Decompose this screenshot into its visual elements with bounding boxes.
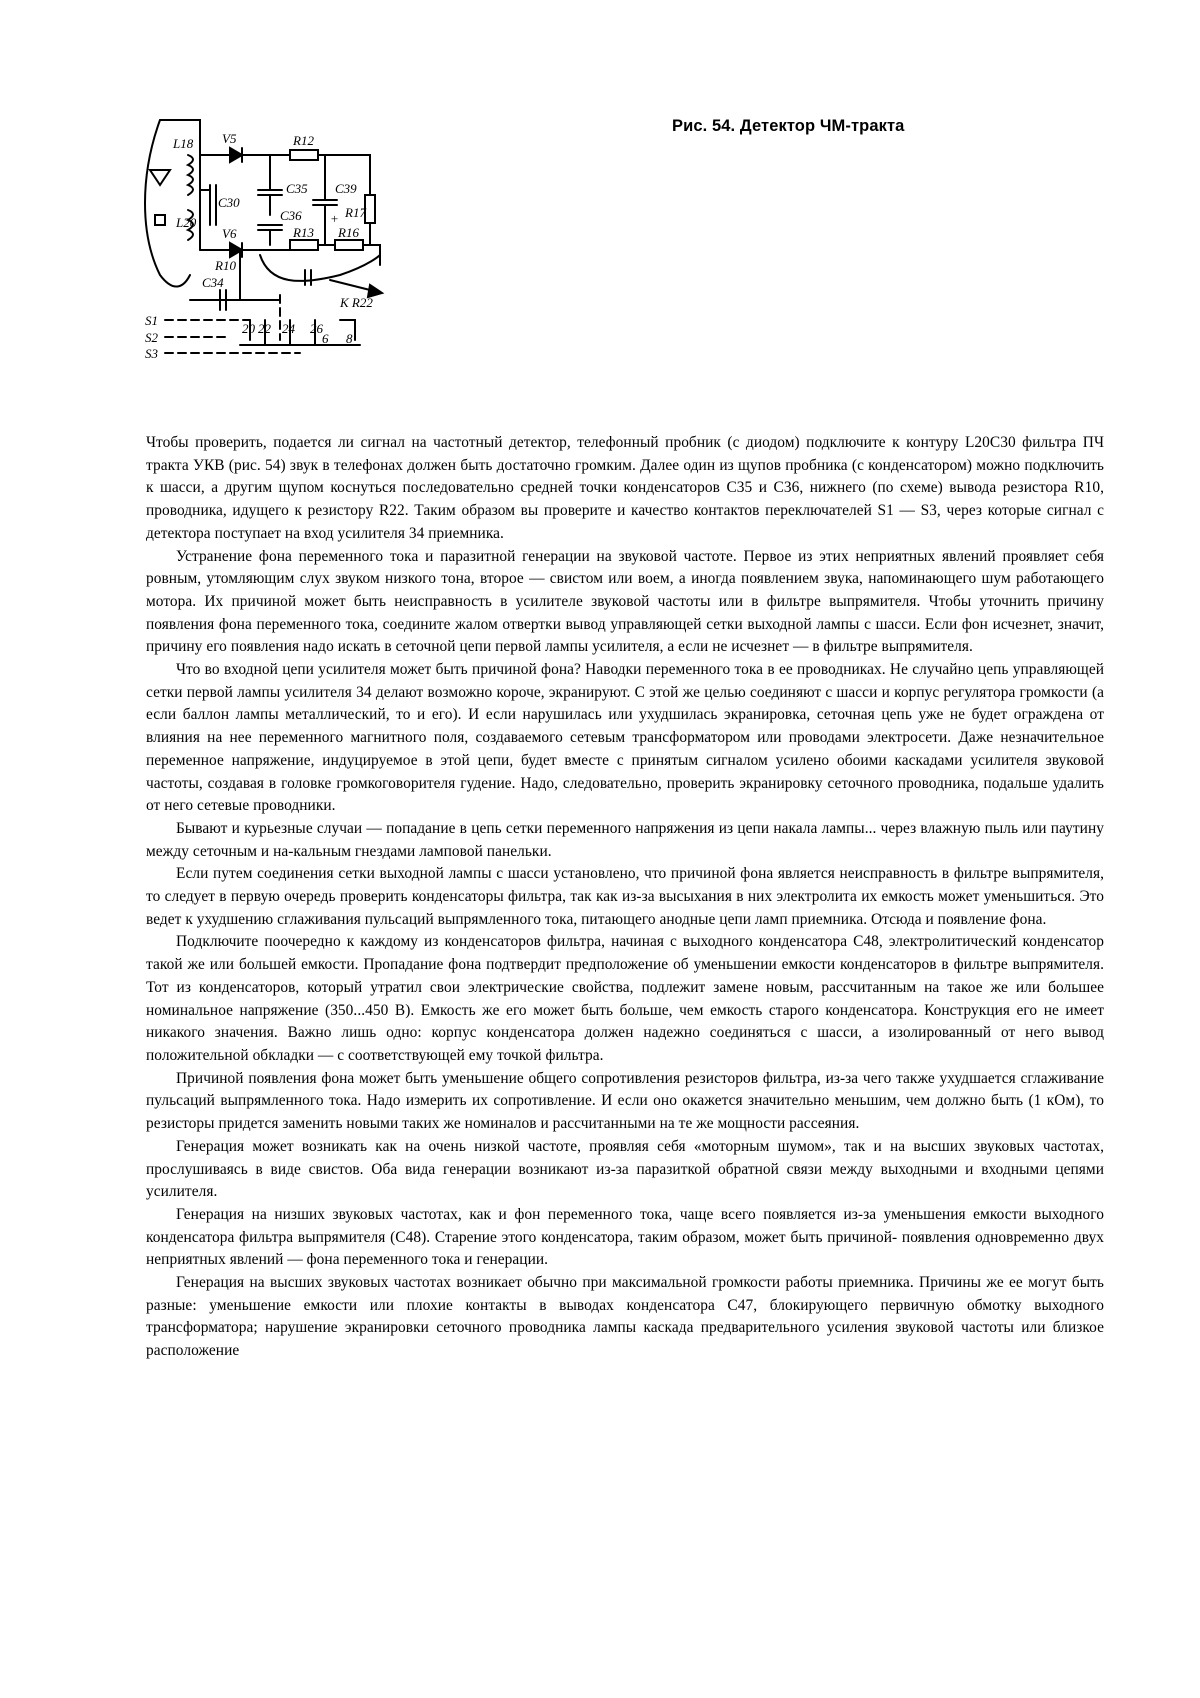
- fm-detector-schematic: [140, 115, 440, 415]
- label-r16: R16: [338, 225, 359, 240]
- label-c35: C35: [286, 181, 308, 196]
- label-6: 6: [322, 331, 329, 346]
- paragraph: Генерация может возникать как на очень низкой частоте, проявляя себя «моторным шумом», так и на высших звуковых частотах, прослушиваясь в виде свистов. Оба вида генерации возникают из-за паразиткой обратной связи между выходными и входными цепями усилителя.: [146, 1137, 1104, 1201]
- label-l18: L18: [173, 136, 194, 151]
- label-c34: C34: [202, 275, 224, 290]
- label-s2: S2: [145, 330, 158, 345]
- paragraph: Генерация на низших звуковых частотах, как и фон переменного тока, чаще всего появляется из-за уменьшения емкости выходного конденсатора фильтра выпрямителя (C48). Старение этого конденсатора, таким образом, может быть причиной- появления одновременно двух неприятных явлений — фона переменного тока и генерации.: [146, 1205, 1104, 1269]
- figure: [140, 115, 840, 415]
- label-r17: R17: [345, 205, 366, 220]
- paragraph: Если путем соединения сетки выходной лампы с шасси установлено, что причиной фона является неисправность в фильтре выпрямителя, то следует в первую очередь проверить конденсаторы фильтра, так как из-за высыхания в них электролита их емкость может уменьшиться. Это ведет к ухудшению сглаживания пульсаций выпрямленного тока, питающего анодные цепи ламп приемника. Отсюда и появление фона.: [146, 865, 1104, 928]
- label-c36: C36: [280, 208, 302, 223]
- label-kr22: K R22: [340, 295, 373, 310]
- label-24: 24: [282, 321, 295, 336]
- label-22: 22: [258, 321, 271, 336]
- label-v5: V5: [222, 131, 237, 146]
- label-v6: V6: [222, 226, 237, 241]
- paragraph: Устранение фона переменного тока и паразитной генерации на звуковой частоте. Первое из этих неприятных явлений проявляет себя ровным, утомляющим слух звуком низкого тона, второе — свистом или воем, а иногда появлением звука, напоминающего шум работающего мотора. Их причиной может быть неисправность в усилителе звуковой частоты или в фильтре выпрямителя. Чтобы уточнить причину появления фона переменного тока, соедините жалом отвертки вывод управляющей сетки выходной лампы с шасси. Если фон исчезнет, значит, причину его появления надо искать в сеточной цепи первой лампы усилителя, а если не исчезнет — в фильтре выпрямителя.: [146, 547, 1104, 656]
- figure-caption: Рис. 54. Детектор ЧМ-тракта: [672, 117, 905, 135]
- label-r12: R12: [293, 133, 314, 148]
- paragraph: Подключите поочередно к каждому из конденсаторов фильтра, начиная с выходного конденсатора C48, электролитический конденсатор такой же или большей емкости. Пропадание фона подтвердит предположение об уменьшении емкости конденсаторов в фильтре выпрямителя. Тот из конденсаторов, который утратил свои электрические свойства, подлежит замене новым, рассчитанным на такое же или большее номинальное напряжение (350...450 В). Емкость же его может быть больше, чем емкость старого конденсатора. Конструкция его не имеет никакого значения. Важно лишь одно: корпус конденсатора должен надежно соединяться с шасси, а изолированный от него вывод положительной обкладки — с соответствующей ему точкой фильтра.: [146, 933, 1104, 1064]
- paragraph: Причиной появления фона может быть уменьшение общего сопротивления резисторов фильтра, из-за чего также ухудшается сглаживание пульсаций выпрямленного тока. Надо измерить их сопротивление. И если оно окажется значительно меньшим, чем должно быть (1 кОм), то резисторы придется заменить новыми таких же номиналов и рассчитанными на те же мощности рассеяния.: [146, 1069, 1104, 1133]
- label-c39: C39: [335, 181, 357, 196]
- paragraph: Генерация на высших звуковых частотах возникает обычно при максимальной громкости работы приемника. Причины же ее могут быть разные: уменьшение емкости или плохие контакты в выводах конденсатора C47, блокирующего первичную обмотку выходного трансформатора; нарушение экранировки сеточного проводника лампы каскада предварительного усиления звуковой частоты или близкое расположение: [146, 1274, 1104, 1360]
- label-8: 8: [346, 331, 353, 346]
- label-c30: C30: [218, 195, 240, 210]
- label-20: 20: [242, 321, 255, 336]
- label-s1: S1: [145, 313, 158, 328]
- paragraph: Чтобы проверить, подается ли сигнал на частотный детектор, телефонный пробник (с диодом) подключите к контуру L20C30 фильтра ПЧ тракта УКВ (рис. 54) звук в телефонах должен быть достаточно громким. Далее один из щупов пробника (с конденсатором) можно подключить к шасси, а другим щупом коснуться последовательно средней точки конденсаторов C35 и C36, нижнего (по схеме) вывода резистора R10, проводника, идущего к резистору R22. Таким образом вы проверите и качество контактов переключателей S1 — S3, через которые сигнал с детектора поступает на вход усилителя 34 приемника.: [146, 434, 1104, 542]
- label-r10: R10: [215, 258, 236, 273]
- paragraph: Что во входной цепи усилителя может быть причиной фона? Наводки переменного тока в ее проводниках. Не случайно цепь управляющей сетки первой лампы усилителя 34 делают возможно короче, экранируют. С этой же целью соединяют с шасси и корпус регулятора громкости (а если баллон лампы металлический, то и его). И если нарушилась или ухудшилась экранировка, сеточная цепь уже не будет ограждена от влияния на нее переменного магнитного поля, создаваемого сетевым трансформатором или проводами электросети. Даже незначительное переменное напряжение, индуцируемое в этой цепи, будет вместе с принятым сигналом усилено обоими каскадами усилителя звуковой частоты, создавая в головке громкоговорителя гудение. Надо, следовательно, проверить экранировку сеточного проводника, подальше удалить от него сетевые проводники.: [146, 661, 1104, 815]
- label-r13: R13: [293, 225, 314, 240]
- paragraph: Бывают и курьезные случаи — попадание в цепь сетки переменного напряжения из цепи накала лампы... через влажную пыль или паутину между сеточным и на-кальным гнездами ламповой панельки.: [146, 819, 1104, 860]
- label-plus: +: [330, 211, 339, 226]
- label-l20: L20: [176, 215, 197, 230]
- label-s3: S3: [145, 346, 158, 361]
- label-26: 26: [310, 321, 323, 336]
- article-body: [146, 432, 1104, 1363]
